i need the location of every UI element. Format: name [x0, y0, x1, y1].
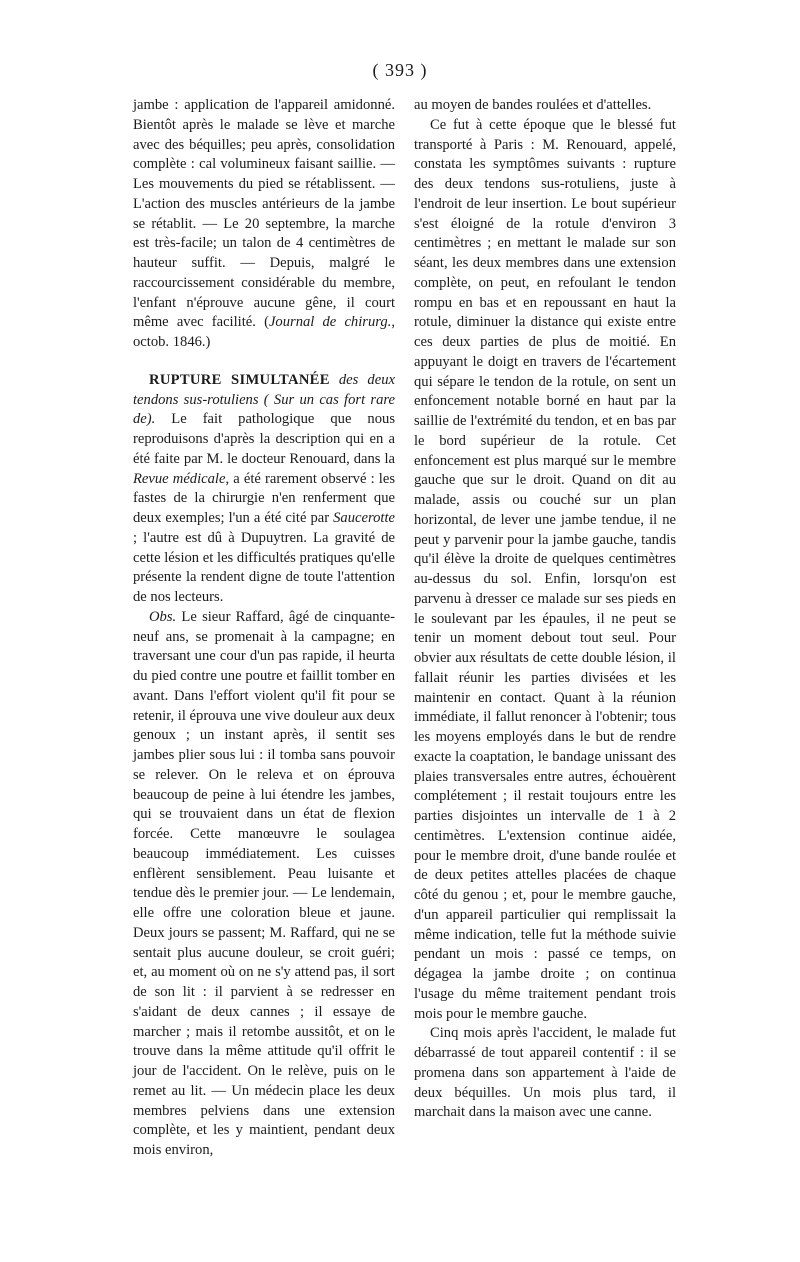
author-name: Saucerotte: [333, 510, 395, 526]
journal-name: Revue médicale: [133, 470, 226, 487]
paragraph-symptoms: Ce fut à cette époque que le blessé fut transporté à Paris : M. Renouard, appelé, constata les symptômes suivants : rupture des deux tendons sus-rotuliens, juste à l'endroit de leur insertion. Le bout supérieur s'est éloigné de la rotule d'environ 3 centimètres ; en mettant le malade sur son séant, les deux membres dans une extension complète, on peut, en refoulant le tendon rompu en bas et en repoussant en haut la rotule, diminuer la distance qui existe entre ces deux parties de plus de moitié. En appuyant le doigt en travers de l'écartement qui sépare le tendon de la rotule, on sent un enfoncement notable borné en haut par la saillie de l'extrémité du tendon, et en bas par le bord supérieur de la rotule. Cet enfoncement est plus marqué sur le membre gauche que sur le droit. Quand on dit au malade, assis ou couché sur un plan horizontal, de lever une jambe tendue, il ne peut y parvenir pour la jambe gauche, tandis qu'il élève la droite de quelques centimètres au-dessus du sol. Enfin, lorsqu'on est parvenu à dresser ce malade sur ses pieds en le soulevant par les épaules, il ne peut se tenir un moment debout tout seul. Pour obvier aux résultats de cette double lésion, il fallait réunir les parties divisées et les maintenir en contact. Quant à la réunion immédiate, il fallut renoncer à l'obtenir; tous les moyens employés dans le but de rendre exacte la coaptation, le bandage unissant des plaies transversales entre autres, échouèrent complétement ; il restait toujours entre les parties disjointes un intervalle de 1 à 2 centimètres. L'extension continue aidée, pour le membre droit, d'une bande roulée et de deux petites attelles placées de chaque côté du genou ; et, pour le membre gauche, d'un appareil particulier qui remplissait la même indication, telle fut la méthode suivie pendant un mois : passé ce temps, on dégagea la jambe droite ; on continua l'usage du même traitement pendant trois mois pour le membre gauche.: [414, 116, 676, 1022]
paragraph-outcome: Cinq mois après l'accident, le malade fut débarrassé de tout appareil contentif : il se promena dans son appartement à l'aide de deux béquilles. Un mois plus tard, il marchait dans la maison avec une canne.: [414, 1025, 676, 1121]
paragraph-case-end: jambe : application de l'appareil amidonné. Bientôt après le malade se lève et marche avec des béquilles; peu après, consolidation complète : cal volumineux faisant saillie. — Les mouvements du pied se rétablissent. — L'action des muscles antérieurs de la jambe se rétablit. — Le 20 septembre, la marche est très-facile; un talon de 4 centimètres de hauteur suffit. — Depuis, malgré le raccourcissement considérable du membre, l'enfant n'éprouve aucune gêne, il court même avec facilité. (Journal de chirurg., octob. 1846.): [133, 97, 396, 350]
paragraph-continuation: au moyen de bandes roulées et d'attelles.: [414, 97, 652, 113]
left-column: [133, 96, 395, 1161]
source-citation: Journal de chirurg.: [268, 314, 392, 331]
obs-label: Obs.: [149, 608, 177, 625]
article-heading: RUPTURE SIMULTANÉE: [149, 371, 330, 388]
paragraph-observation: Obs. Le sieur Raffard, âgé de cinquante-neuf ans, se promenait à la campagne; en traversant une cour d'un pas rapide, il heurta du pied contre une poutre et faillit tomber en avant. Dans l'effort violent qu'il fit pour se retenir, il éprouva une vive douleur aux deux genoux ; un instant après, il sentit ses jambes plier sous lui : il tomba sans pouvoir se relever. On le releva et on éprouva beaucoup de peine à lui étendre les jambes, qui se trouvaient dans un état de flexion forcée. Cette manœuvre le soulagea beaucoup immédiatement. Les cuisses enflèrent sensiblement. Peau luisante et tendue dès le premier jour. — Le lendemain, elle offre une coloration bleue et jaune. Deux jours se passent; M. Raffard, qui ne se sentait plus aucune douleur, se croit guéri; et, au moment où on ne s'y attend pas, il sort de son lit : il parvient à se redresser en s'aidant de deux cannes ; il essaye de marcher ; mais il retombe aussitôt, et on le trouve dans la même attitude qu'il offrit le jour de l'accident. On le relève, puis on le remet au lit. — Un médecin place les deux membres pelviens dans une extension complète, et les y maintient, pendant deux mois environ,: [133, 608, 396, 1158]
right-column: [414, 96, 676, 1123]
page-number: ( 393 ): [372, 60, 428, 80]
article-subheading: des deux tendons sus-rotuliens ( Sur un cas fort rare de).: [133, 371, 395, 428]
paragraph-rupture: RUPTURE SIMULTANÉE des deux tendons sus-rotuliens ( Sur un cas fort rare de). Le fait pathologique que nous reproduisons d'après la description qui en a été faite par M. le docteur Renouard, dans la Revue médicale, a été rarement observé : les fastes de la chirurgie n'en renferment que deux exemples; l'un a été cité par Saucerotte ; l'autre est dû à Dupuytren. La gravité de cette lésion et les difficultés pratiques qu'elle présente la rendent digne de toute l'attention de nos lecteurs.: [133, 371, 395, 605]
